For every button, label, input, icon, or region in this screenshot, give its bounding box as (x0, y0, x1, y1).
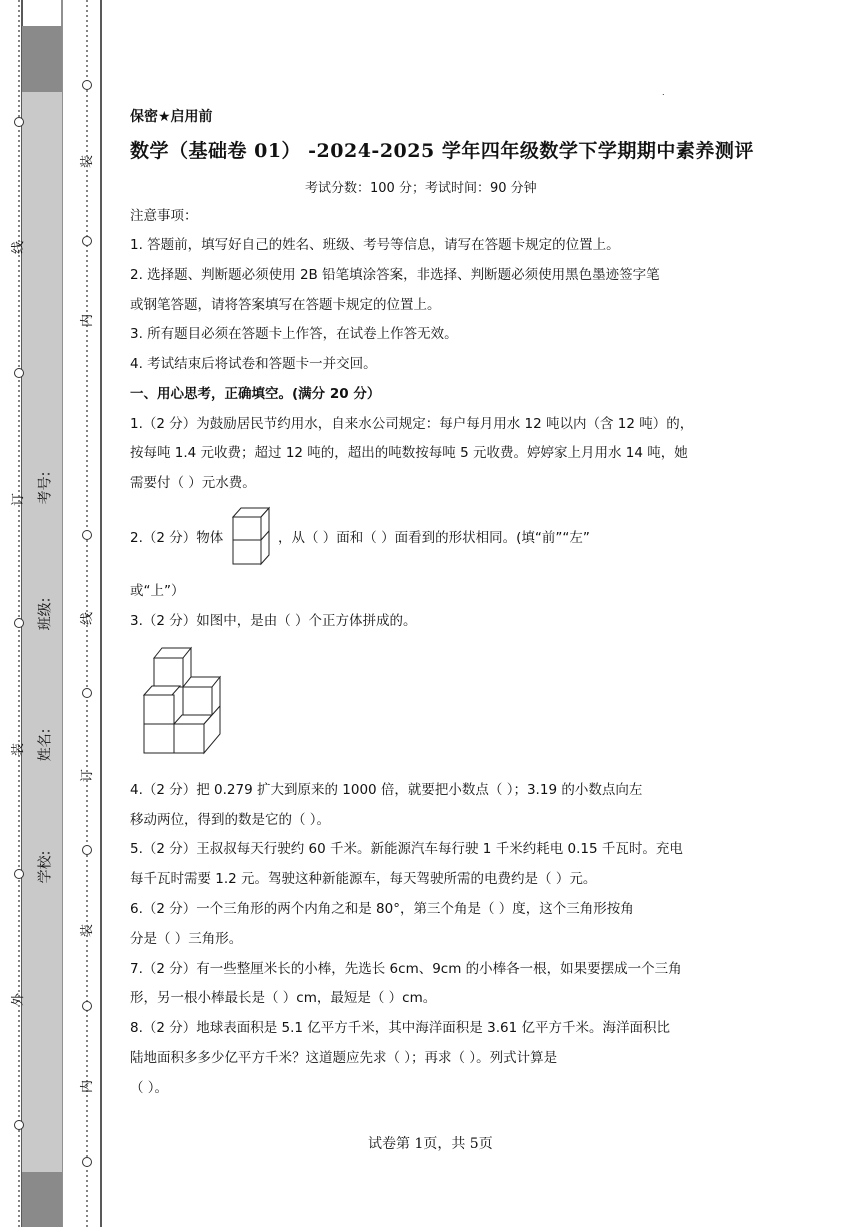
exam-info: 考试分数：100 分；考试时间：90 分钟 (305, 181, 537, 196)
question-3: 3.（2 分）如图中，是由（ ）个正方体拼成的。 (130, 613, 417, 629)
note-item: 2. 选择题、判断题必须使用 2B 铅笔填涂答案，非选择、判断题必须使用黑色墨迹签字笔 (130, 267, 660, 283)
binding-dark-top (22, 26, 62, 92)
circle-mark (14, 368, 24, 378)
field-class: 班级: (37, 597, 54, 631)
question-6-line: 分是（ ）三角形。 (130, 931, 243, 947)
question-2-end: 或“上”） (130, 583, 185, 599)
binding-outer-label: 线 (11, 240, 27, 255)
stacked-cube-figure (231, 505, 273, 567)
question-4-line: 移动两位，得到的数是它的（ ）。 (130, 812, 331, 828)
binding-outer-label: 装 (11, 742, 27, 757)
binding-dark-bottom (22, 1172, 62, 1227)
circle-mark (14, 869, 24, 879)
binding-margin (0, 0, 104, 1227)
question-4-line: 4.（2 分）把 0.279 扩大到原来的 1000 倍，就要把小数点（ ）；3.19 的小数点向左 (130, 782, 643, 798)
question-1-line: 按每吨 1.4 元收费；超过 12 吨的，超出的吨数按每吨 5 元收费。婷婷家上月用水 14 吨，她 (130, 445, 688, 461)
page-title: 数学（基础卷 01） -2024-2025 学年四年级数学下学期期中素养测评 (130, 140, 754, 162)
binding-inner-label: 订 (80, 768, 96, 783)
circle-mark (82, 845, 92, 855)
field-name: 姓名: (37, 728, 54, 762)
binding-outer-label: 订 (11, 492, 27, 507)
circle-mark (82, 688, 92, 698)
question-1-line: 需要付（ ）元水费。 (130, 475, 256, 491)
section-heading: 一、用心思考，正确填空。(满分 20 分） (130, 386, 381, 402)
note-item: 4. 考试结束后将试卷和答题卡一并交回。 (130, 356, 377, 372)
question-2-rest: ，从（ ）面和（ ）面看到的形状相同。(填“前”“左” (278, 530, 590, 546)
question-8-line: （ ）。 (130, 1080, 169, 1096)
binding-outer-label: 外 (11, 992, 27, 1007)
binding-inner-label: 线 (80, 611, 96, 626)
circle-mark (82, 1001, 92, 1011)
corner-mark: . (662, 88, 665, 97)
page-footer: 试卷第 1页，共 5页 (368, 1136, 493, 1152)
circle-mark (82, 80, 92, 90)
question-1-line: 1.（2 分）为鼓励居民节约用水，自来水公司规定：每户每月用水 12 吨以内（含 12 吨）的， (130, 416, 694, 432)
binding-inner-label: 装 (80, 923, 96, 938)
question-6-line: 6.（2 分）一个三角形的两个内角之和是 80°，第三个角是（ ）度，这个三角形按角 (130, 901, 634, 917)
note-item: 或钢笔答题，请将答案填写在答题卡规定的位置上。 (130, 297, 441, 313)
question-5-line: 5.（2 分）王叔叔每天行驶约 60 千米。新能源汽车每行驶 1 千米约耗电 0.15 千瓦时。充电 (130, 841, 683, 857)
binding-inner-label: 内 (80, 1079, 96, 1094)
question-5-line: 每千瓦时需要 1.2 元。驾驶这种新能源车，每天驾驶所需的电费约是（ ）元。 (130, 871, 597, 887)
question-8-line: 8.（2 分）地球表面积是 5.1 亿平方千米，其中海洋面积是 3.61 亿平方千米。海洋面积比 (130, 1020, 670, 1036)
circle-mark (82, 530, 92, 540)
note-item: 1. 答题前，填写好自己的姓名、班级、考号等信息，请写在答题卡规定的位置上。 (130, 237, 620, 253)
question-8-line: 陆地面积多多少亿平方千米？这道题应先求（ ）；再求（ ）。列式计算是 (130, 1050, 558, 1066)
question-7-line: 7.（2 分）有一些整厘米长的小棒，先选长 6cm、9cm 的小棒各一根，如果要摆成一个三角 (130, 961, 682, 977)
question-2-start: 2.（2 分）物体 (130, 530, 224, 546)
note-item: 3. 所有题目必须在答题卡上作答，在试卷上作答无效。 (130, 326, 458, 342)
circle-mark (14, 1120, 24, 1130)
notes-heading: 注意事项： (130, 208, 198, 224)
circle-mark (14, 117, 24, 127)
circle-mark (14, 618, 24, 628)
circle-mark (82, 1157, 92, 1167)
field-exam-number: 考号: (37, 471, 54, 505)
question-7-line: 形，另一根小棒最长是（ ）cm，最短是（ ）cm。 (130, 990, 437, 1006)
cube-stack-figure (142, 645, 226, 757)
binding-gray-strip (22, 92, 62, 1172)
field-school: 学校: (37, 850, 54, 884)
secret-label: 保密★启用前 (130, 109, 213, 125)
binding-inner-label: 内 (80, 313, 96, 328)
circle-mark (82, 236, 92, 246)
binding-inner-label: 装 (80, 154, 96, 169)
